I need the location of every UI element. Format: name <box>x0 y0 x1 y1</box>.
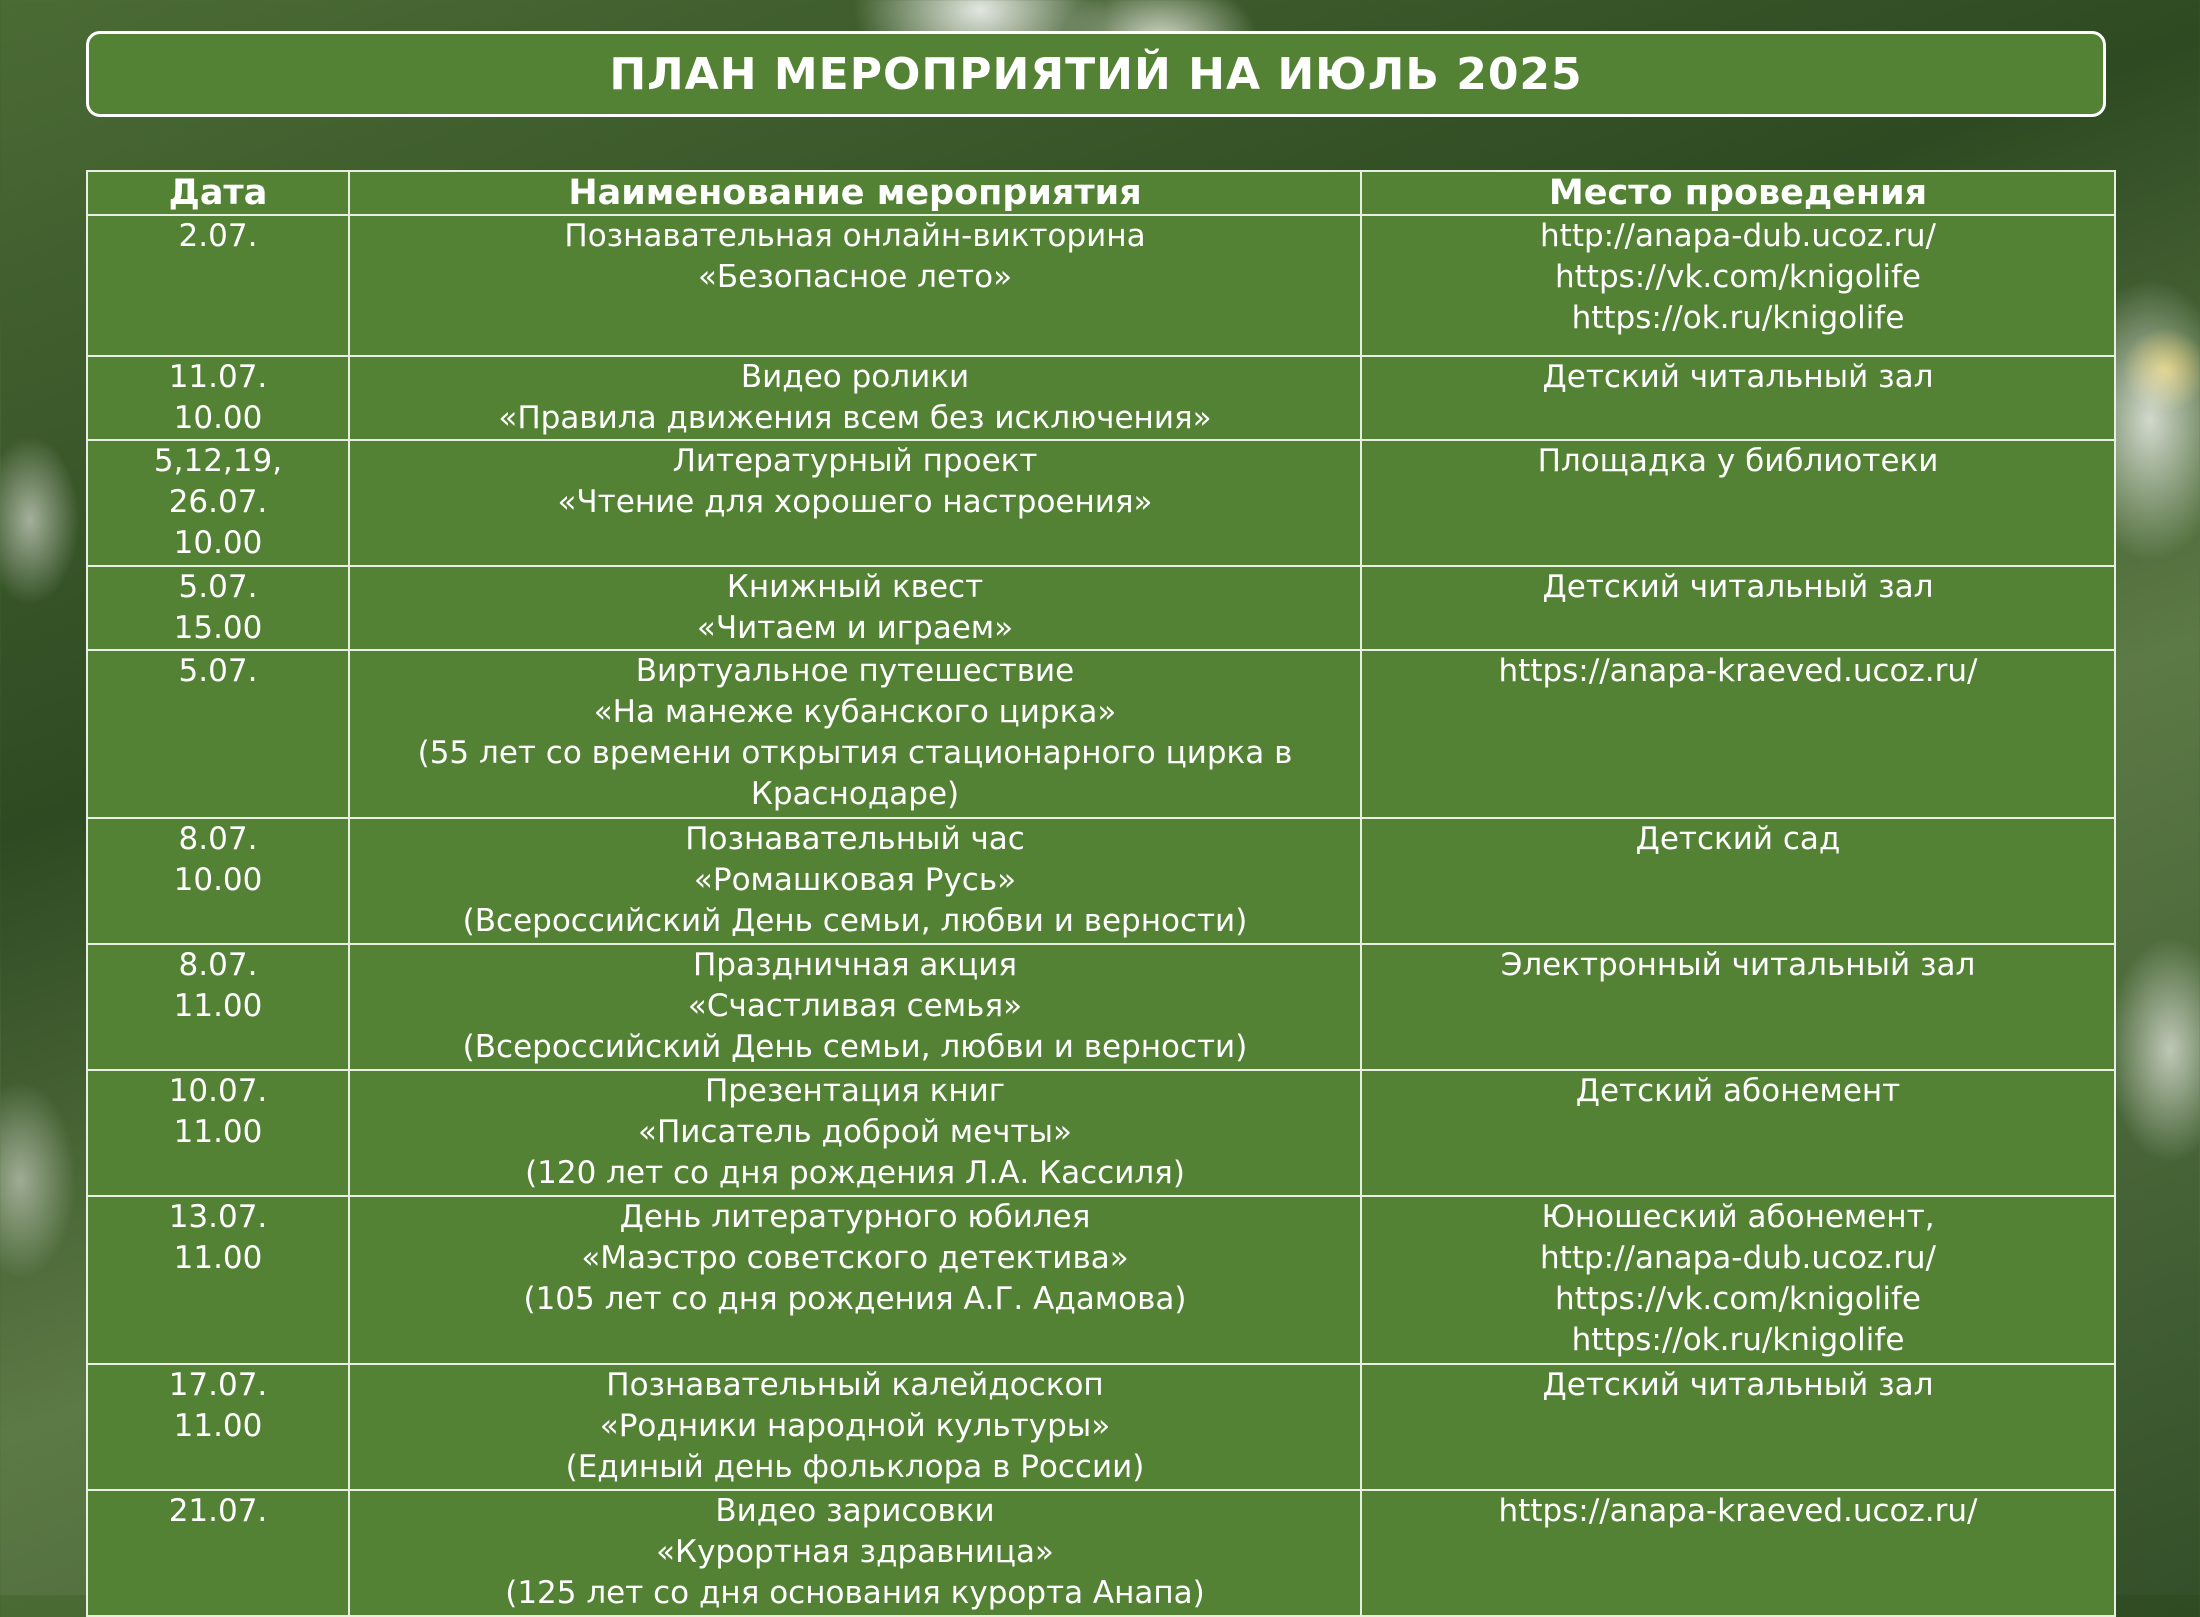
event-name-cell-line: Познавательная онлайн-викторина <box>564 218 1146 254</box>
event-name-cell <box>349 650 1361 818</box>
event-place-cell <box>1361 818 2115 944</box>
event-place-cell <box>1361 1196 2115 1364</box>
event-name-cell-line: Праздничная акция <box>692 947 1018 983</box>
event-place-cell-line: https://ok.ru/knigolife <box>1571 300 1905 336</box>
event-name-cell-line: «На манеже кубанского цирка» <box>593 694 1117 730</box>
event-name-cell-line: «Безопасное лето» <box>697 259 1013 295</box>
event-date-cell <box>87 1490 349 1616</box>
event-place-cell <box>1361 944 2115 1070</box>
event-date-cell-line: 13.07. <box>168 1199 268 1235</box>
page-title-banner <box>86 31 2106 117</box>
event-place-cell-line: https://anapa-kraeved.ucoz.ru/ <box>1498 1493 1978 1529</box>
event-name-cell-line: «Счастливая семья» <box>687 988 1023 1024</box>
table-row <box>87 818 2115 944</box>
event-name-cell-line: Литературный проект <box>672 443 1038 479</box>
event-place-cell-line: Детский абонемент <box>1575 1073 1901 1109</box>
event-place-cell-line: Электронный читальный зал <box>1500 947 1976 983</box>
event-date-cell-line: 21.07. <box>168 1493 268 1529</box>
event-name-cell-line: (Единый день фольклора в России) <box>565 1449 1145 1485</box>
table-row <box>87 1490 2115 1616</box>
event-date-cell-line: 5.07. <box>178 569 258 605</box>
event-name-cell-line: (125 лет со дня основания курорта Анапа) <box>505 1575 1205 1611</box>
event-date-cell <box>87 1196 349 1364</box>
event-name-cell <box>349 1364 1361 1490</box>
event-name-cell-line: (120 лет со дня рождения Л.А. Кассиля) <box>525 1155 1185 1191</box>
event-place-cell-line: Юношеский абонемент, <box>1541 1199 1935 1235</box>
events-table <box>86 170 2116 1617</box>
event-name-cell <box>349 818 1361 944</box>
event-date-cell <box>87 215 349 356</box>
event-date-cell-line: 10.00 <box>173 525 263 561</box>
event-name-cell <box>349 440 1361 566</box>
event-date-cell-line: 10.00 <box>173 400 263 436</box>
event-date-cell-line: 2.07. <box>178 218 258 254</box>
event-place-cell <box>1361 566 2115 650</box>
event-date-cell <box>87 1070 349 1196</box>
event-name-cell-line: «Маэстро советского детектива» <box>581 1240 1129 1276</box>
event-place-cell-line: Детский сад <box>1635 821 1841 857</box>
event-date-cell <box>87 944 349 1070</box>
event-name-cell-line: «Курортная здравница» <box>656 1534 1054 1570</box>
event-place-cell-line: https://ok.ru/knigolife <box>1571 1322 1905 1358</box>
event-date-cell-line: 11.00 <box>173 1408 263 1444</box>
event-name-cell <box>349 566 1361 650</box>
table-row <box>87 215 2115 356</box>
table-row <box>87 944 2115 1070</box>
column-header-name: Наименование мероприятия <box>349 171 1361 215</box>
event-name-cell-line: (55 лет со времени открытия стационарного цирка в <box>417 735 1293 771</box>
event-place-cell <box>1361 1490 2115 1616</box>
event-name-cell-line: (105 лет со дня рождения А.Г. Адамова) <box>523 1281 1187 1317</box>
event-name-cell-line: «Писатель доброй мечты» <box>638 1114 1072 1150</box>
event-date-cell <box>87 650 349 818</box>
event-place-cell <box>1361 1070 2115 1196</box>
event-date-cell-line: 10.00 <box>173 862 263 898</box>
table-header-row <box>87 171 2115 215</box>
event-date-cell-line: 8.07. <box>178 947 258 983</box>
page-title: ПЛАН МЕРОПРИЯТИЙ НА ИЮЛЬ 2025 <box>609 48 1583 100</box>
event-date-cell-line: 5.07. <box>178 653 258 689</box>
event-name-cell <box>349 215 1361 356</box>
table-row <box>87 566 2115 650</box>
event-date-cell <box>87 818 349 944</box>
event-date-cell <box>87 1364 349 1490</box>
table-row <box>87 1196 2115 1364</box>
column-header-date: Дата <box>87 171 349 215</box>
event-name-cell <box>349 356 1361 440</box>
event-date-cell <box>87 440 349 566</box>
event-date-cell-line: 5,12,19, <box>153 443 283 479</box>
event-place-cell-line: https://vk.com/knigolife <box>1555 259 1921 295</box>
event-date-cell-line: 15.00 <box>173 610 263 646</box>
event-name-cell-line: «Чтение для хорошего настроения» <box>557 484 1153 520</box>
event-place-cell-line: Площадка у библиотеки <box>1537 443 1939 479</box>
event-date-cell-line: 10.07. <box>168 1073 268 1109</box>
event-name-cell-line: Познавательный калейдоскоп <box>606 1367 1104 1403</box>
event-name-cell-line: Презентация книг <box>704 1073 1006 1109</box>
column-header-place: Место проведения <box>1361 171 2115 215</box>
table-row <box>87 356 2115 440</box>
event-name-cell <box>349 1490 1361 1616</box>
event-place-cell-line: Детский читальный зал <box>1542 359 1934 395</box>
table-row <box>87 440 2115 566</box>
event-name-cell-line: (Всероссийский День семьи, любви и верности) <box>462 903 1248 939</box>
event-name-cell-line: Познавательный час <box>685 821 1025 857</box>
event-name-cell-line: «Ромашковая Русь» <box>693 862 1017 898</box>
table-row <box>87 1070 2115 1196</box>
event-name-cell-line: День литературного юбилея <box>619 1199 1091 1235</box>
event-place-cell <box>1361 356 2115 440</box>
event-name-cell-line: Виртуальное путешествие <box>635 653 1075 689</box>
event-place-cell <box>1361 650 2115 818</box>
event-date-cell-line: 11.00 <box>173 1240 263 1276</box>
table-row <box>87 650 2115 818</box>
event-name-cell-line: (Всероссийский День семьи, любви и верности) <box>462 1029 1248 1065</box>
event-name-cell <box>349 1196 1361 1364</box>
event-place-cell-line: Детский читальный зал <box>1542 1367 1934 1403</box>
event-name-cell-line: Видео ролики <box>740 359 970 395</box>
event-name-cell <box>349 1070 1361 1196</box>
event-date-cell-line: 17.07. <box>168 1367 268 1403</box>
event-date-cell-line: 8.07. <box>178 821 258 857</box>
event-date-cell <box>87 566 349 650</box>
event-name-cell-line: Книжный квест <box>726 569 984 605</box>
event-place-cell <box>1361 215 2115 356</box>
event-place-cell-line: http://anapa-dub.ucoz.ru/ <box>1540 1240 1936 1276</box>
event-place-cell-line: http://anapa-dub.ucoz.ru/ <box>1540 218 1936 254</box>
event-name-cell-line: Видео зарисовки <box>715 1493 995 1529</box>
event-place-cell-line: https://anapa-kraeved.ucoz.ru/ <box>1498 653 1978 689</box>
event-name-cell <box>349 944 1361 1070</box>
event-date-cell-line: 11.00 <box>173 1114 263 1150</box>
event-name-cell-line: Краснодаре) <box>750 776 960 812</box>
table-row <box>87 1364 2115 1490</box>
event-place-cell-line: Детский читальный зал <box>1542 569 1934 605</box>
event-name-cell-line: «Читаем и играем» <box>696 610 1014 646</box>
event-date-cell <box>87 356 349 440</box>
event-name-cell-line: «Родники народной культуры» <box>599 1408 1111 1444</box>
event-place-cell <box>1361 1364 2115 1490</box>
event-date-cell-line: 11.00 <box>173 988 263 1024</box>
event-date-cell-line: 11.07. <box>168 359 268 395</box>
event-place-cell-line: https://vk.com/knigolife <box>1555 1281 1921 1317</box>
event-name-cell-line: «Правила движения всем без исключения» <box>498 400 1212 436</box>
event-date-cell-line: 26.07. <box>168 484 268 520</box>
event-place-cell <box>1361 440 2115 566</box>
